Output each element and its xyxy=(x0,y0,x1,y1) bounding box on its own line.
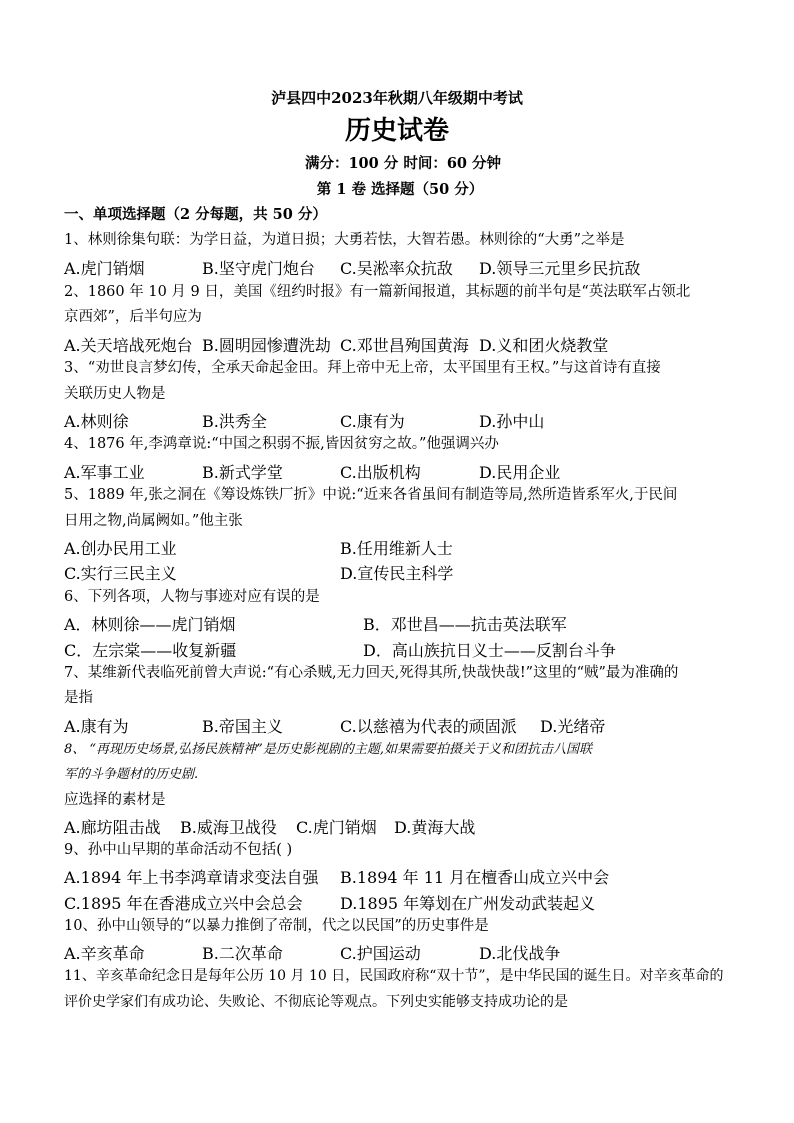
option-b: B.新式学堂 xyxy=(202,463,283,482)
question-stem: 2、1860 年 10 月 9 日，美国《纽约时报》有一篇新闻报道，其标题的前半句是“英法联军占领北 xyxy=(64,284,691,300)
question-stem: 日用之物,尚属阙如。”他主张 xyxy=(64,513,243,529)
score-time: 满分：100 分 时间：60 分钟 xyxy=(304,155,502,172)
option-d: D.义和团火烧教堂 xyxy=(479,336,609,355)
option-d: D.领导三元里乡民抗敌 xyxy=(479,259,641,278)
option-a: A.军事工业 xyxy=(64,463,145,482)
option-a: A.关天培战死炮台 xyxy=(64,336,193,355)
option-b: B.洪秀全 xyxy=(202,412,267,431)
option-a: A.1894 年上书李鸿章请求变法自强 xyxy=(64,868,319,887)
option-d: D.黄海大战 xyxy=(394,818,476,837)
option-c: C.吴淞率众抗敌 xyxy=(340,259,453,278)
option-c: C.出版机构 xyxy=(340,463,421,482)
section-heading: 一、单项选择题（2 分每题，共 50 分） xyxy=(64,206,327,223)
option-d: D.北伐战争 xyxy=(479,944,561,963)
option-b: B．邓世昌——抗击英法联军 xyxy=(363,615,567,634)
option-a: A.辛亥革命 xyxy=(64,944,145,963)
option-c: C.以慈禧为代表的顽固派 xyxy=(340,717,517,736)
option-b: B.二次革命 xyxy=(202,944,283,963)
option-b: B.任用维新人士 xyxy=(340,539,453,558)
option-c: C.虎门销烟 xyxy=(296,818,377,837)
option-d: D.孙中山 xyxy=(479,412,545,431)
option-a: A.廊坊阻击战 xyxy=(64,818,161,837)
option-a: A.康有为 xyxy=(64,717,129,736)
option-d: D.宣传民主科学 xyxy=(340,564,454,583)
option-c: C.1895 年在香港成立兴中会总会 xyxy=(64,894,303,913)
option-d: D.1895 年筹划在广州发动武装起义 xyxy=(340,894,596,913)
option-a: A.创办民用工业 xyxy=(64,539,177,558)
question-stem: 9、孙中山早期的革命活动不包括( ) xyxy=(64,842,293,858)
option-c: C.护国运动 xyxy=(340,944,421,963)
page-title: 历史试卷 xyxy=(344,116,449,146)
option-c: C．左宗棠——收复新疆 xyxy=(64,641,237,660)
question-stem: 6、下列各项，人物与事迹对应有误的是 xyxy=(64,589,320,605)
question-stem: 应选择的素材是 xyxy=(64,792,166,808)
question-stem: 京西郊”，后半句应为 xyxy=(64,309,202,325)
option-b: B.圆明园惨遭洗劫 xyxy=(202,336,331,355)
question-stem: 11、辛亥革命纪念日是每年公历 10 月 10 日，民国政府称“双十节”，是中华民国的诞生日。对辛亥革命的 xyxy=(64,968,724,984)
option-b: B.威海卫战役 xyxy=(180,818,277,837)
option-a: A.林则徐 xyxy=(64,412,129,431)
question-stem: 评价史学家们有成功论、失败论、不彻底论等观点。下列史实能够支持成功论的是 xyxy=(64,994,568,1010)
question-stem: 3、“劝世良言梦幻传，全承天命起金田。拜上帝中无上帝，太平国里有王权。”与这首诗有直接 xyxy=(64,360,661,376)
option-c: C.邓世昌殉国黄海 xyxy=(340,336,469,355)
question-stem: 关联历史人物是 xyxy=(64,386,166,402)
exam-name: 泸县四中2023年秋期八年级期中考试 xyxy=(271,89,523,107)
option-c: C.康有为 xyxy=(340,412,405,431)
option-d: D.光绪帝 xyxy=(540,717,606,736)
question-stem: 军的斗争题材的历史剧. xyxy=(64,767,199,782)
option-c: C.实行三民主义 xyxy=(64,564,177,583)
option-b: B.坚守虎门炮台 xyxy=(202,259,315,278)
option-d: D．高山族抗日义士——反割台斗争 xyxy=(363,641,616,660)
option-a: A.虎门销烟 xyxy=(64,259,145,278)
question-stem: 是指 xyxy=(64,690,93,706)
question-stem: 7、某维新代表临死前曾大声说:“有心杀贼,无力回天,死得其所,快哉快哉!”这里的“贼”最为准确的 xyxy=(64,665,679,681)
option-b: B.1894 年 11 月在檀香山成立兴中会 xyxy=(340,868,610,887)
question-stem: 4、1876 年,李鸿章说:“中国之积弱不振,皆因贫穷之故。”他强调兴办 xyxy=(64,436,499,452)
question-stem: 1、林则徐集句联：为学日益，为道日损；大勇若怯，大智若愚。林则徐的“大勇”之举是 xyxy=(64,232,625,248)
question-stem: 10、孙中山领导的“以暴力推倒了帝制，代之以民国”的历史事件是 xyxy=(64,918,489,934)
volume-heading: 第 1 卷 选择题（50 分） xyxy=(316,181,484,198)
option-b: B.帝国主义 xyxy=(202,717,283,736)
question-stem: 8、 “再现历史场景,弘扬民族精神”是历史影视剧的主题,如果需要拍摄关于义和团抗击八国联 xyxy=(64,742,592,757)
option-d: D.民用企业 xyxy=(479,463,561,482)
option-a: A．林则徐——虎门销烟 xyxy=(64,615,236,634)
question-stem: 5、1889 年,张之洞在《筹设炼铁厂折》中说:“近来各省虽间有制造等局,然所造皆系军火,于民间 xyxy=(64,487,678,503)
